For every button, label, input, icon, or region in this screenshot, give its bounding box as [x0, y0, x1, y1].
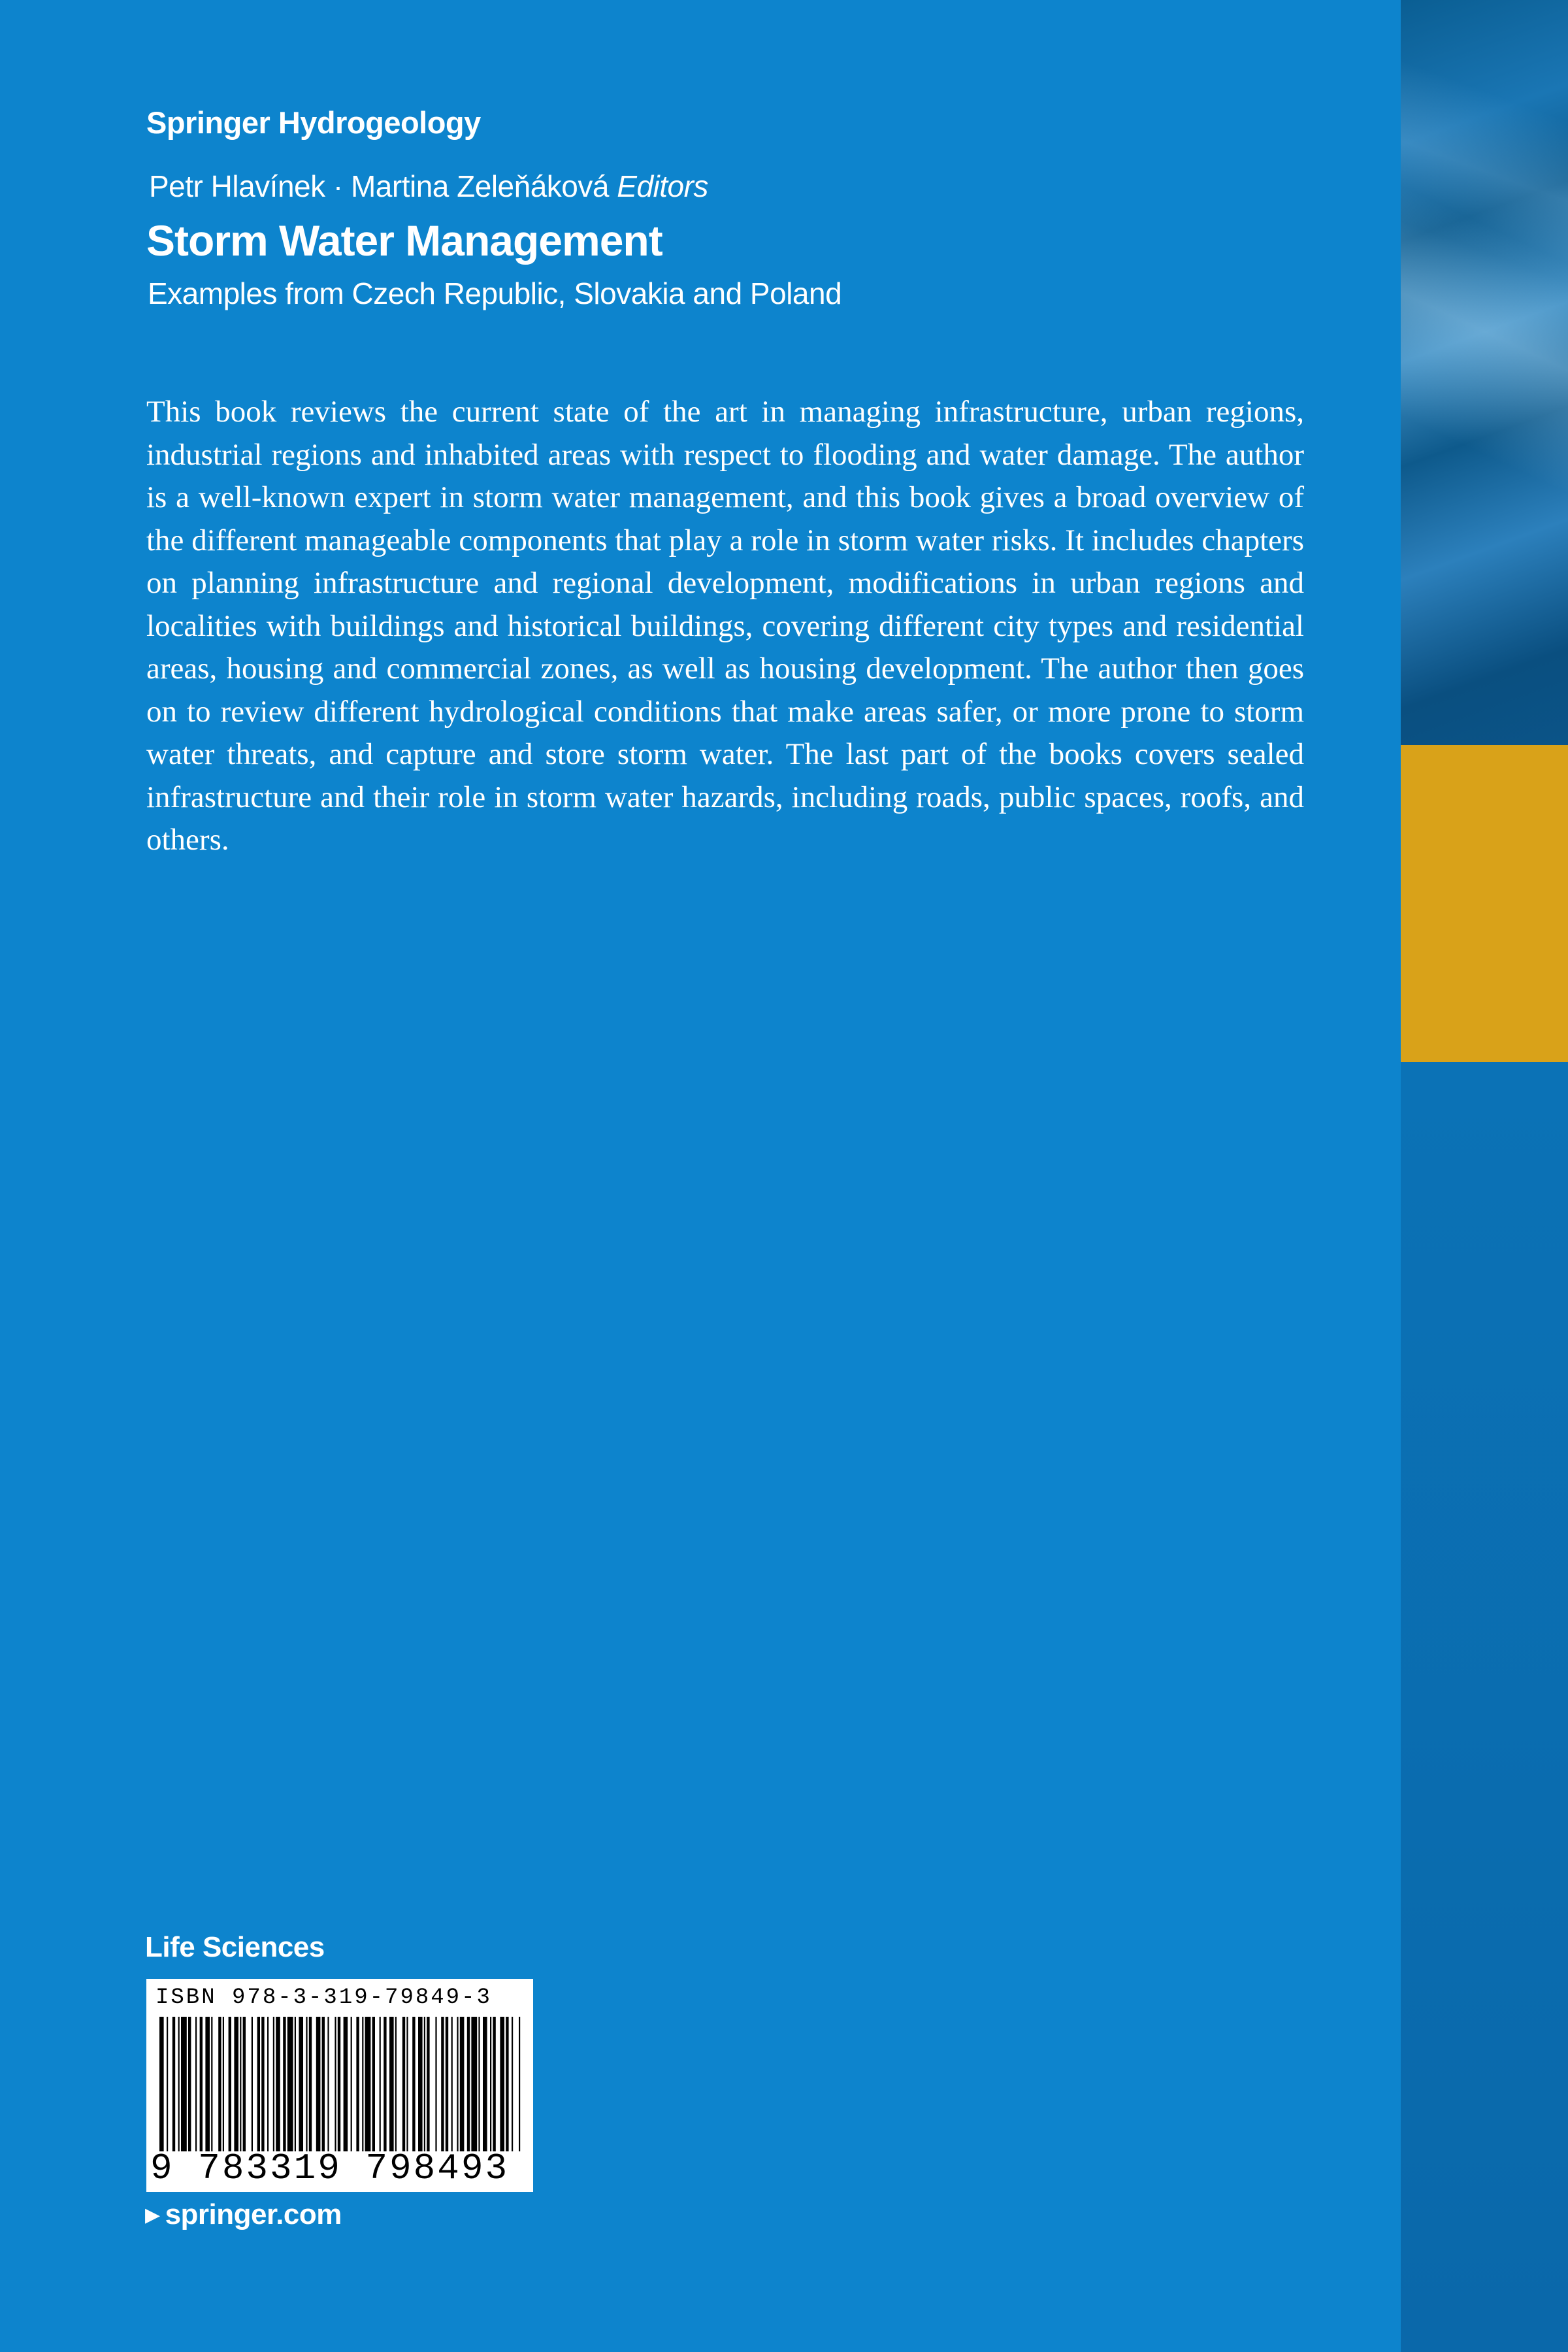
barcode-bar [283, 2017, 286, 2151]
editor-names: Petr Hlavínek · Martina Zeleňáková [149, 169, 609, 203]
subject-category: Life Sciences [145, 1931, 325, 1963]
barcode-bar [418, 2017, 423, 2151]
barcode-bar [234, 2017, 238, 2151]
barcode-bar [240, 2017, 241, 2151]
barcode-bar [344, 2017, 348, 2151]
ean-digits: 9 783319 798493 [150, 2147, 510, 2189]
barcode-bar [446, 2017, 448, 2151]
barcode-bar [512, 2017, 513, 2151]
barcode-bar [493, 2017, 495, 2151]
barcode-bar [299, 2017, 303, 2151]
isbn-number: ISBN 978-3-319-79849-3 [155, 1985, 492, 2010]
barcode-bar [451, 2017, 453, 2151]
barcode-bar [306, 2017, 307, 2151]
isbn-barcode [146, 1979, 533, 2192]
barcode-bar [483, 2017, 487, 2151]
barcode-bar [211, 2017, 212, 2151]
barcode-bar [389, 2017, 394, 2151]
barcode-bar [506, 2017, 508, 2151]
barcode-bar [406, 2017, 408, 2151]
barcode-bar [362, 2017, 363, 2151]
barcode-bar [327, 2017, 329, 2151]
barcode-bar [384, 2017, 386, 2151]
editors-role: Editors [617, 169, 708, 203]
barcode-bar [460, 2017, 465, 2151]
barcode-bar [159, 2017, 164, 2151]
barcode-bar [435, 2017, 436, 2151]
barcode-bar [178, 2017, 180, 2151]
barcode-bar [223, 2017, 224, 2151]
barcode-bar [478, 2017, 480, 2151]
website-link[interactable] [145, 2198, 342, 2231]
barcode-bar [412, 2017, 415, 2151]
barcode-bar [188, 2017, 191, 2151]
barcode-bar [427, 2017, 429, 2151]
barcode-bar [273, 2017, 274, 2151]
barcode-bar [372, 2017, 375, 2151]
barcode-bar [229, 2017, 231, 2151]
barcode-bar [351, 2017, 352, 2151]
website-label: springer.com [165, 2198, 342, 2230]
barcode-bar [295, 2017, 296, 2151]
barcode-bar [335, 2017, 336, 2151]
book-subtitle: Examples from Czech Republic, Slovakia and Poland [148, 276, 842, 310]
barcode-bar [172, 2017, 175, 2151]
yellow-accent-block [1401, 745, 1568, 1062]
barcode-bar [519, 2017, 520, 2151]
blue-edge-strip [1401, 1062, 1568, 2352]
barcode-bar [424, 2017, 425, 2151]
barcode-bar [457, 2017, 458, 2151]
book-description: This book reviews the current state of the art in managing infrastructure, urban regions, industrial regions and inhabited areas with respect to flooding and water damage. The author is a well-known expert in storm water management, and this book gives a broad overview of the different manageable components that play a role in storm water risks. It includes chapters on planning infrastructure and regional development, modifications in urban regions and localities with buildings and historical buildings, covering different city types and residential areas, housing and commercial zones, as well as housing development. The author then goes on to review different hydrological conditions that make areas safer, or more prone to storm water threats, and capture and store storm water. The last part of the books covers sealed infrastructure and their role in storm water hazards, including roads, public spaces, roofs, and others. [146, 395, 1304, 857]
barcode-bar [287, 2017, 293, 2151]
barcode-bar [471, 2017, 477, 2151]
barcode-bar [267, 2017, 269, 2151]
barcode-bar [356, 2017, 359, 2151]
editors-line [149, 169, 708, 204]
barcode-bar [257, 2017, 260, 2151]
barcode-bar [365, 2017, 371, 2151]
barcode-bar [243, 2017, 246, 2151]
barcode-bar [181, 2017, 187, 2151]
barcode-bar [316, 2017, 321, 2151]
barcode-bar [322, 2017, 325, 2151]
barcode-bar [402, 2017, 405, 2151]
barcode-bar [500, 2017, 504, 2151]
series-name: Springer Hydrogeology [146, 105, 481, 140]
barcode-bar [467, 2017, 470, 2151]
barcode-bar [195, 2017, 197, 2151]
triangle-right-icon: ▶ [145, 2204, 160, 2226]
barcode-bar [167, 2017, 168, 2151]
barcode-bar [441, 2017, 444, 2151]
water-photo-strip [1401, 0, 1568, 745]
barcode-bar [395, 2017, 397, 2151]
barcode-bars [146, 2017, 533, 2151]
barcode-bar [490, 2017, 491, 2151]
barcode-bar [309, 2017, 312, 2151]
barcode-bar [261, 2017, 264, 2151]
book-title: Storm Water Management [146, 216, 662, 265]
barcode-bar [252, 2017, 253, 2151]
barcode-bar [276, 2017, 280, 2151]
barcode-bar [218, 2017, 221, 2151]
barcode-bar [200, 2017, 203, 2151]
barcode-bar [380, 2017, 381, 2151]
barcode-bar [338, 2017, 340, 2151]
barcode-bar [205, 2017, 210, 2151]
